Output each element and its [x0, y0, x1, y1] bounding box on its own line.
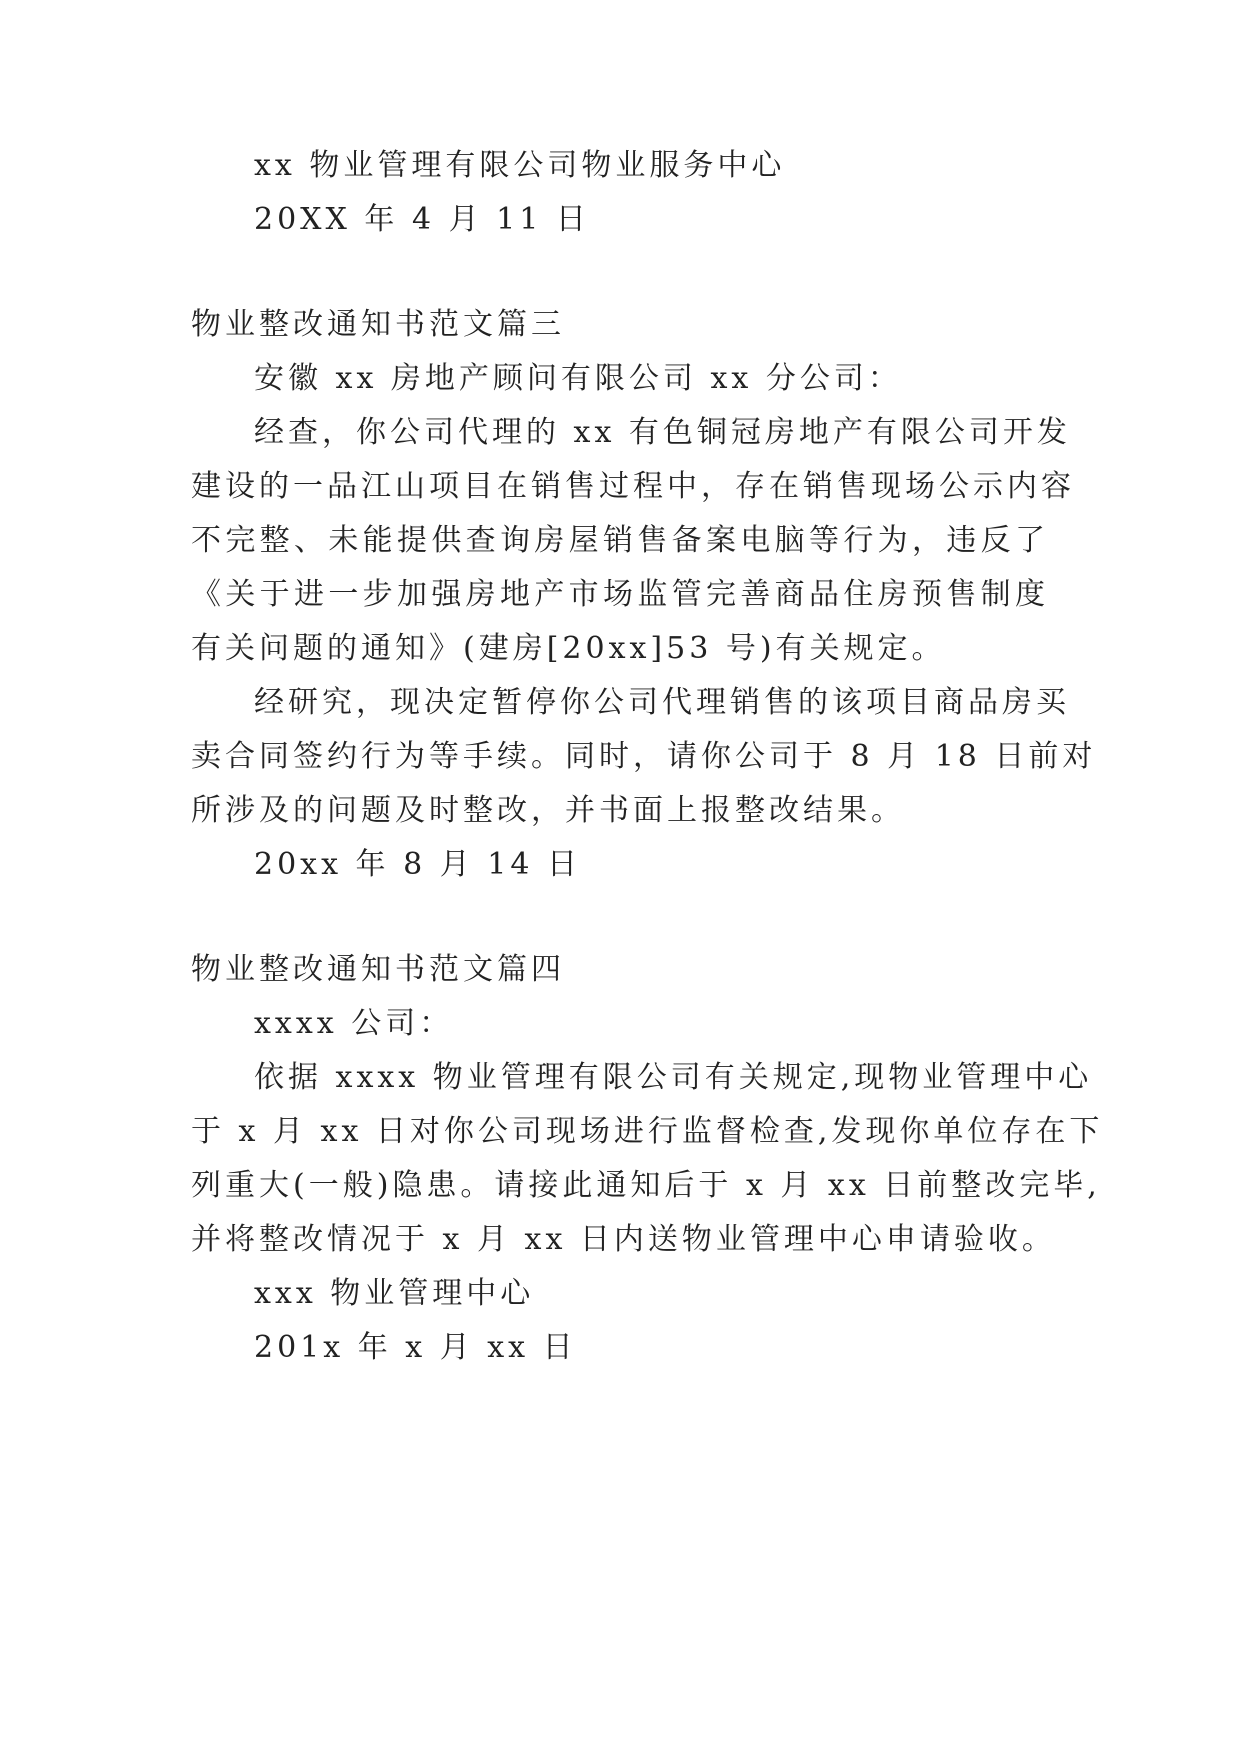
- date-line: 20xx 年 8 月 14 日: [254, 847, 581, 882]
- paragraph-line: 于 x 月 xx 日对你公司现场进行监督检查,发现你单位存在下: [191, 1114, 1104, 1149]
- paragraph-line: 经查，你公司代理的 xx 有色铜冠房地产有限公司开发: [254, 415, 1071, 450]
- paragraph-line: 并将整改情况于 x 月 xx 日内送物业管理中心申请验收。: [191, 1222, 1056, 1257]
- section-heading: 物业整改通知书范文篇四: [191, 952, 565, 987]
- paragraph-line: 所涉及的问题及时整改，并书面上报整改结果。: [191, 793, 905, 828]
- paragraph-line: 建设的一品江山项目在销售过程中，存在销售现场公示内容: [191, 469, 1075, 504]
- paragraph-line: 依据 xxxx 物业管理有限公司有关规定,现物业管理中心: [254, 1060, 1093, 1095]
- addressee-line: xxxx 公司：: [254, 1006, 454, 1041]
- signature-line: xxx 物业管理中心: [254, 1276, 535, 1311]
- addressee-line: 安徽 xx 房地产顾问有限公司 xx 分公司：: [254, 361, 902, 396]
- paragraph-line: 经研究，现决定暂停你公司代理销售的该项目商品房买: [254, 685, 1070, 720]
- section-heading: 物业整改通知书范文篇三: [191, 307, 565, 342]
- paragraph-line: 列重大(一般)隐患。请接此通知后于 x 月 xx 日前整改完毕,: [191, 1168, 1101, 1203]
- paragraph-line: 《关于进一步加强房地产市场监管完善商品住房预售制度: [191, 577, 1049, 612]
- paragraph-line: 卖合同签约行为等手续。同时，请你公司于 8 月 18 日前对: [191, 739, 1097, 774]
- date-line: 20XX 年 4 月 11 日: [254, 202, 590, 237]
- date-line: 201x 年 x 月 xx 日: [254, 1330, 577, 1365]
- signature-line: xx 物业管理有限公司物业服务中心: [254, 148, 786, 183]
- paragraph-line: 有关问题的通知》(建房[20xx]53 号)有关规定。: [191, 631, 946, 666]
- paragraph-line: 不完整、未能提供查询房屋销售备案电脑等行为，违反了: [191, 523, 1049, 558]
